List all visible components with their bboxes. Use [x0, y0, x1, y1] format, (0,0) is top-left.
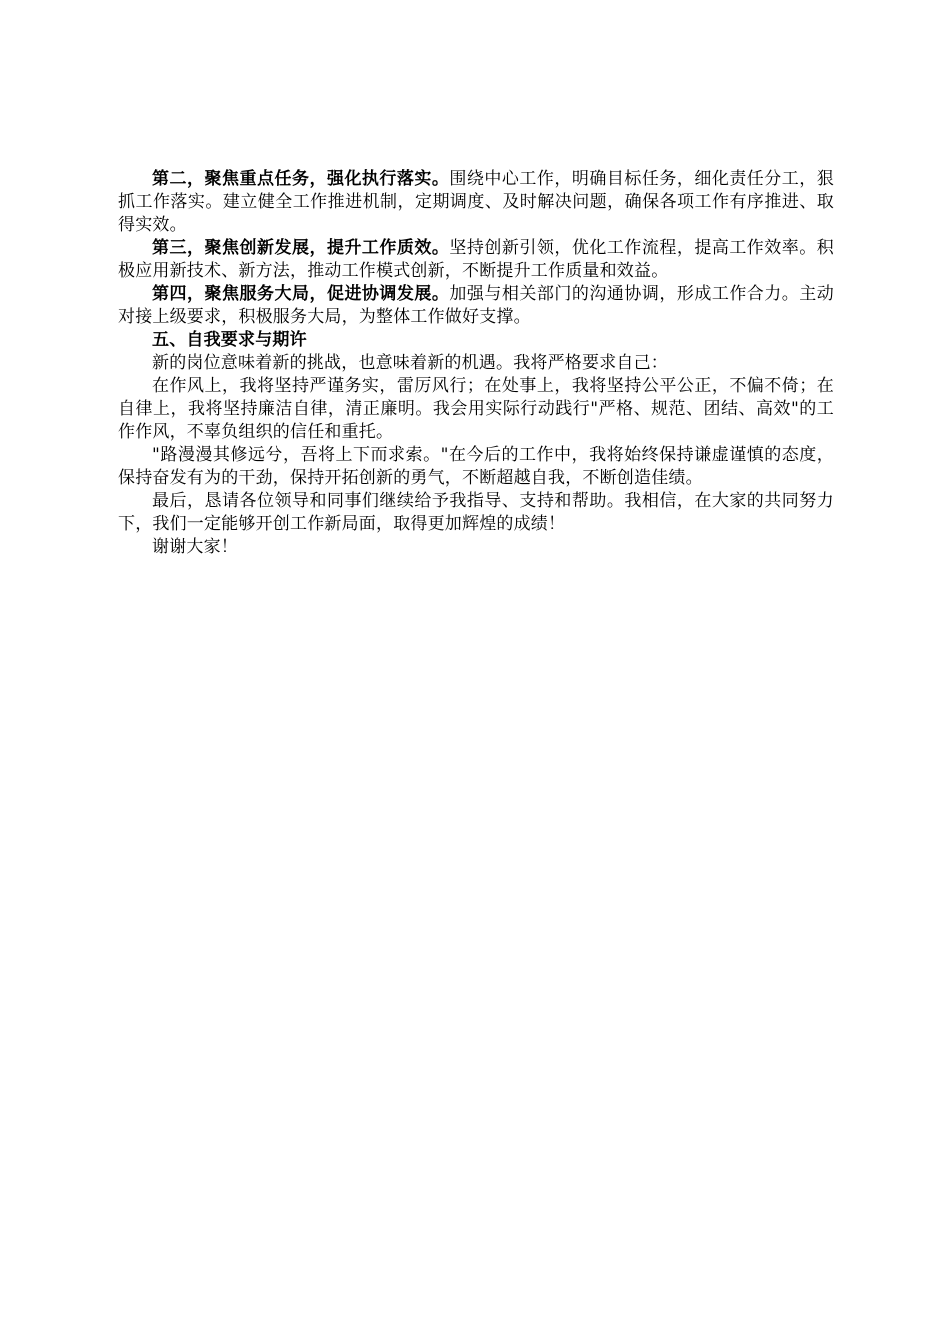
paragraph-thanks: 谢谢大家！: [152, 537, 238, 557]
paragraph-focus-key-tasks: [118, 168, 834, 237]
paragraph-text: 坚持创新引领，优化工作流程，提高工作效率。积极应用新技术、新方法，推动工作模式创新，不断提升工作质量和效益。: [118, 238, 834, 281]
paragraph-text: 加强与相关部门的沟通协调，形成工作合力。主动对接上级要求，积极服务大局，为整体工作做好支撑。: [118, 284, 834, 327]
paragraph-closing-request: 最后，恳请各位领导和同事们继续给予我指导、支持和帮助。我相信，在大家的共同努力下，我们一定能够开创工作新局面，取得更加辉煌的成绩！: [118, 491, 834, 534]
document-body: [118, 168, 834, 559]
paragraph-quote: "路漫漫其修远兮，吾将上下而求索。"在今后的工作中，我将始终保持谦虚谨慎的态度，保持奋发有为的干劲，保持开拓创新的勇气，不断超越自我，不断创造佳绩。: [118, 445, 834, 488]
paragraph-lead: 第三，聚焦创新发展，提升工作质效。: [152, 238, 450, 258]
paragraph-new-challenges: 新的岗位意味着新的挑战，也意味着新的机遇。我将严格要求自己：: [152, 353, 668, 373]
paragraph-lead: 第四，聚焦服务大局，促进协调发展。: [152, 284, 450, 304]
paragraph-text: 围绕中心工作，明确目标任务，细化责任分工，狠抓工作落实。建立健全工作推进机制，定期调度、及时解决问题，确保各项工作有序推进、取得实效。: [118, 169, 834, 235]
paragraph-lead: 第二，聚焦重点任务，强化执行落实。: [152, 169, 450, 189]
paragraph-focus-innovation: [118, 237, 834, 283]
paragraph-focus-service: [118, 283, 834, 329]
section-heading: 五、自我要求与期许: [152, 330, 307, 350]
paragraph-work-style: 在作风上，我将坚持严谨务实，雷厉风行；在处事上，我将坚持公平公正，不偏不倚；在自律上，我将坚持廉洁自律，清正廉明。我会用实际行动践行"严格、规范、团结、高效"的工作作风，不辜负组织的信任和重托。: [118, 376, 834, 442]
